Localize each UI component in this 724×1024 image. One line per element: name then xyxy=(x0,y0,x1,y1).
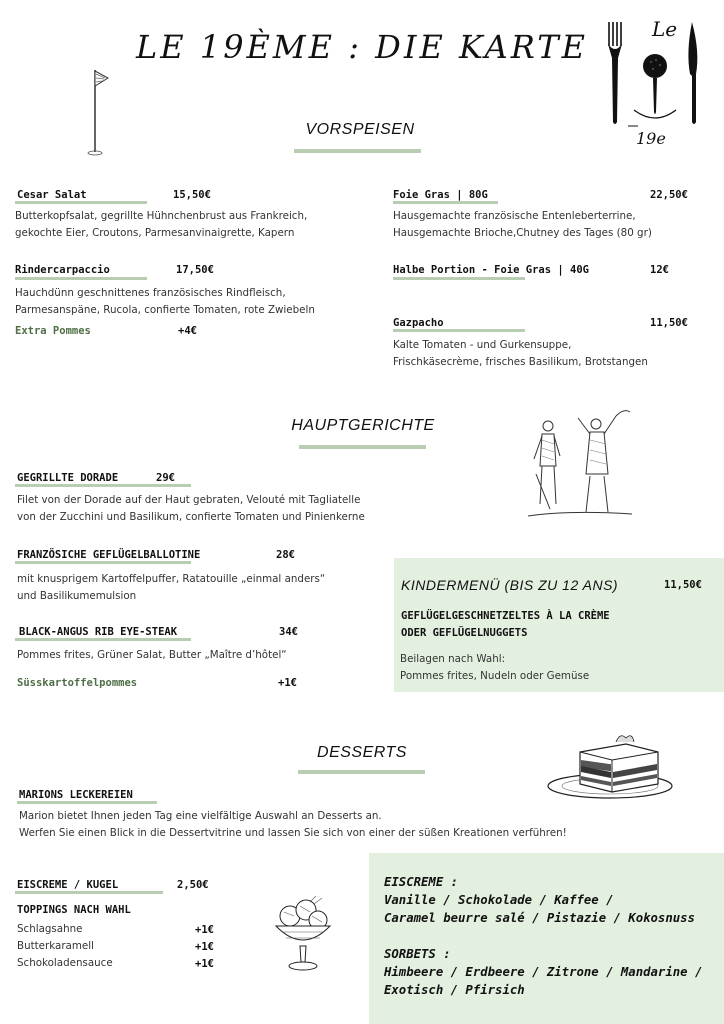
dish-price-foie-gras: 22,50€ xyxy=(650,189,688,201)
topping-item xyxy=(17,955,217,972)
dish-name-eiscreme: EISCREME / KUGEL xyxy=(17,879,119,891)
logo-bottom-text: 19e xyxy=(636,129,666,148)
dish-name-marions: MARIONS LECKEREIEN xyxy=(19,789,133,801)
kids-dish-line: GEFLÜGELGESCHNETZELTES À LA CRÈME xyxy=(401,610,610,622)
desc-line: von der Zucchini und Basilikum, confierte Tomaten und Pinienkerne xyxy=(17,511,365,523)
desc-line: Hausgemachte französische Entenleberterrine, xyxy=(393,210,636,222)
toppings-title: TOPPINGS NACH WAHL xyxy=(17,904,131,916)
dish-desc-marions xyxy=(19,808,699,842)
dish-underline xyxy=(15,201,147,204)
dish-underline xyxy=(393,277,525,280)
dish-price-ballotine: 28€ xyxy=(276,549,295,561)
section-underline xyxy=(294,149,421,153)
topping-item xyxy=(17,938,217,955)
kids-menu-price: 11,50€ xyxy=(664,579,702,591)
ice-line: Himbeere / Erdbeere / Zitrone / Mandarine / xyxy=(384,965,703,979)
dish-name-gazpacho: Gazpacho xyxy=(393,317,444,329)
cutlery-golf-logo xyxy=(600,12,710,150)
topping-price: +1€ xyxy=(195,924,214,936)
page-title: LE 19ÈME : DIE KARTE xyxy=(136,28,588,66)
dish-desc-steak xyxy=(17,647,387,664)
ice-box-eis-lines xyxy=(384,891,695,927)
topping-price: +1€ xyxy=(195,958,214,970)
ice-box-eis-title: EISCREME : xyxy=(384,875,459,889)
kids-dish-line: ODER GEFLÜGELNUGGETS xyxy=(401,627,528,639)
sides-line: Pommes frites, Nudeln oder Gemüse xyxy=(400,670,590,682)
section-title-hauptgerichte: HAUPTGERICHTE xyxy=(291,417,435,434)
dish-price-cesar: 15,50€ xyxy=(173,189,211,201)
dish-name-foie-gras: Foie Gras | 80G xyxy=(393,189,488,201)
desc-line: Hausgemachte Brioche,Chutney des Tages (80 gr) xyxy=(393,227,652,239)
dish-underline xyxy=(393,201,498,204)
dish-desc-foie-gras xyxy=(393,208,718,242)
dish-name-steak: BLACK-ANGUS RIB EYE-STEAK xyxy=(19,626,178,638)
kids-menu-sides xyxy=(400,651,589,685)
topping-item xyxy=(17,921,217,938)
desc-line: Marion bietet Ihnen jeden Tag eine vielfältige Auswahl an Desserts an. xyxy=(19,810,382,822)
desc-line: Hauchdünn geschnittenes französisches Rindfleisch, xyxy=(15,287,286,299)
golf-flag-icon xyxy=(86,66,110,158)
logo-top-text: Le xyxy=(652,17,678,41)
desc-line: Butterkopfsalat, gegrillte Hühnchenbrust aus Frankreich, xyxy=(15,210,308,222)
dish-name-halbe-portion: Halbe Portion - Foie Gras | 40G xyxy=(393,264,589,276)
tiramisu-cake-illustration xyxy=(546,730,678,802)
dish-name-dorade: GEGRILLTE DORADE xyxy=(17,472,119,484)
sides-line: Beilagen nach Wahl: xyxy=(400,653,506,665)
kids-menu-box xyxy=(394,558,724,692)
dish-price-carpaccio: 17,50€ xyxy=(176,264,214,276)
ice-cream-coupe-illustration xyxy=(270,894,336,976)
kids-menu-dish xyxy=(401,608,610,642)
extra-pommes-label: Extra Pommes xyxy=(15,325,91,337)
desc-line: Kalte Tomaten - und Gurkensuppe, xyxy=(393,339,572,351)
ice-line: Caramel beurre salé / Pistazie / Kokosnuss xyxy=(384,911,695,925)
toppings-list xyxy=(17,921,217,972)
dish-price-eiscreme: 2,50€ xyxy=(177,879,209,891)
kids-menu-title: KINDERMENÜ (BIS ZU 12 ANS) xyxy=(401,577,619,593)
dish-price-steak: 34€ xyxy=(279,626,298,638)
dish-underline xyxy=(15,484,191,487)
topping-name: Schlagsahne xyxy=(17,923,83,935)
desc-line: und Basilikumemulsion xyxy=(17,590,137,602)
dish-desc-cesar xyxy=(15,208,375,242)
section-title-desserts: DESSERTS xyxy=(317,744,407,761)
extra-pommes-price: +4€ xyxy=(178,325,197,337)
desc-line: Filet von der Dorade auf der Haut gebraten, Velouté mit Tagliatelle xyxy=(17,494,361,506)
dish-underline xyxy=(17,801,157,804)
topping-name: Butterkaramell xyxy=(17,940,94,952)
dish-underline xyxy=(15,277,147,280)
topping-name: Schokoladensauce xyxy=(17,957,113,969)
desc-line: gekochte Eier, Croutons, Parmesanvinaigrette, Kapern xyxy=(15,227,295,239)
section-underline xyxy=(299,445,426,449)
dish-desc-ballotine xyxy=(17,571,387,605)
extra-suesskartoffel-price: +1€ xyxy=(278,677,297,689)
topping-price: +1€ xyxy=(195,941,214,953)
dish-underline xyxy=(15,638,191,641)
dish-name-ballotine: FRANZÖSICHE GEFLÜGELBALLOTINE xyxy=(17,549,201,561)
dish-name-cesar: Cesar Salat xyxy=(17,189,87,201)
golfers-illustration xyxy=(520,404,640,526)
dish-underline xyxy=(15,561,191,564)
ice-box-sorbet-lines xyxy=(384,963,702,999)
desc-line: Pommes frites, Grüner Salat, Butter „Maître d’hôtel“ xyxy=(17,649,287,661)
ice-line: Vanille / Schokolade / Kaffee / xyxy=(384,893,614,907)
ice-box-sorbet-title: SORBETS : xyxy=(384,947,451,961)
desc-line: Frischkäsecrème, frisches Basilikum, Brotstangen xyxy=(393,356,648,368)
desc-line: Werfen Sie einen Blick in die Dessertvitrine und lassen Sie sich von einer der süßen Kreationen verführen! xyxy=(19,827,567,839)
ice-line: Exotisch / Pfirsich xyxy=(384,983,525,997)
dish-name-carpaccio: Rindercarpaccio xyxy=(15,264,110,276)
dish-desc-gazpacho xyxy=(393,337,718,371)
extra-suesskartoffel-label: Süsskartoffelpommes xyxy=(17,677,138,689)
section-title-vorspeisen: VORSPEISEN xyxy=(305,121,415,138)
section-underline xyxy=(298,770,425,774)
desc-line: mit knusprigem Kartoffelpuffer, Ratatouille „einmal anders“ xyxy=(17,573,326,585)
dish-price-dorade: 29€ xyxy=(156,472,175,484)
dish-price-gazpacho: 11,50€ xyxy=(650,317,688,329)
ice-cream-box xyxy=(369,853,724,1024)
dish-desc-dorade xyxy=(17,492,437,526)
dish-price-halbe-portion: 12€ xyxy=(650,264,669,276)
dish-underline xyxy=(393,329,525,332)
desc-line: Parmesanspäne, Rucola, confierte Tomaten, rote Zwiebeln xyxy=(15,304,315,316)
dish-desc-carpaccio xyxy=(15,285,375,319)
dish-underline xyxy=(15,891,163,894)
